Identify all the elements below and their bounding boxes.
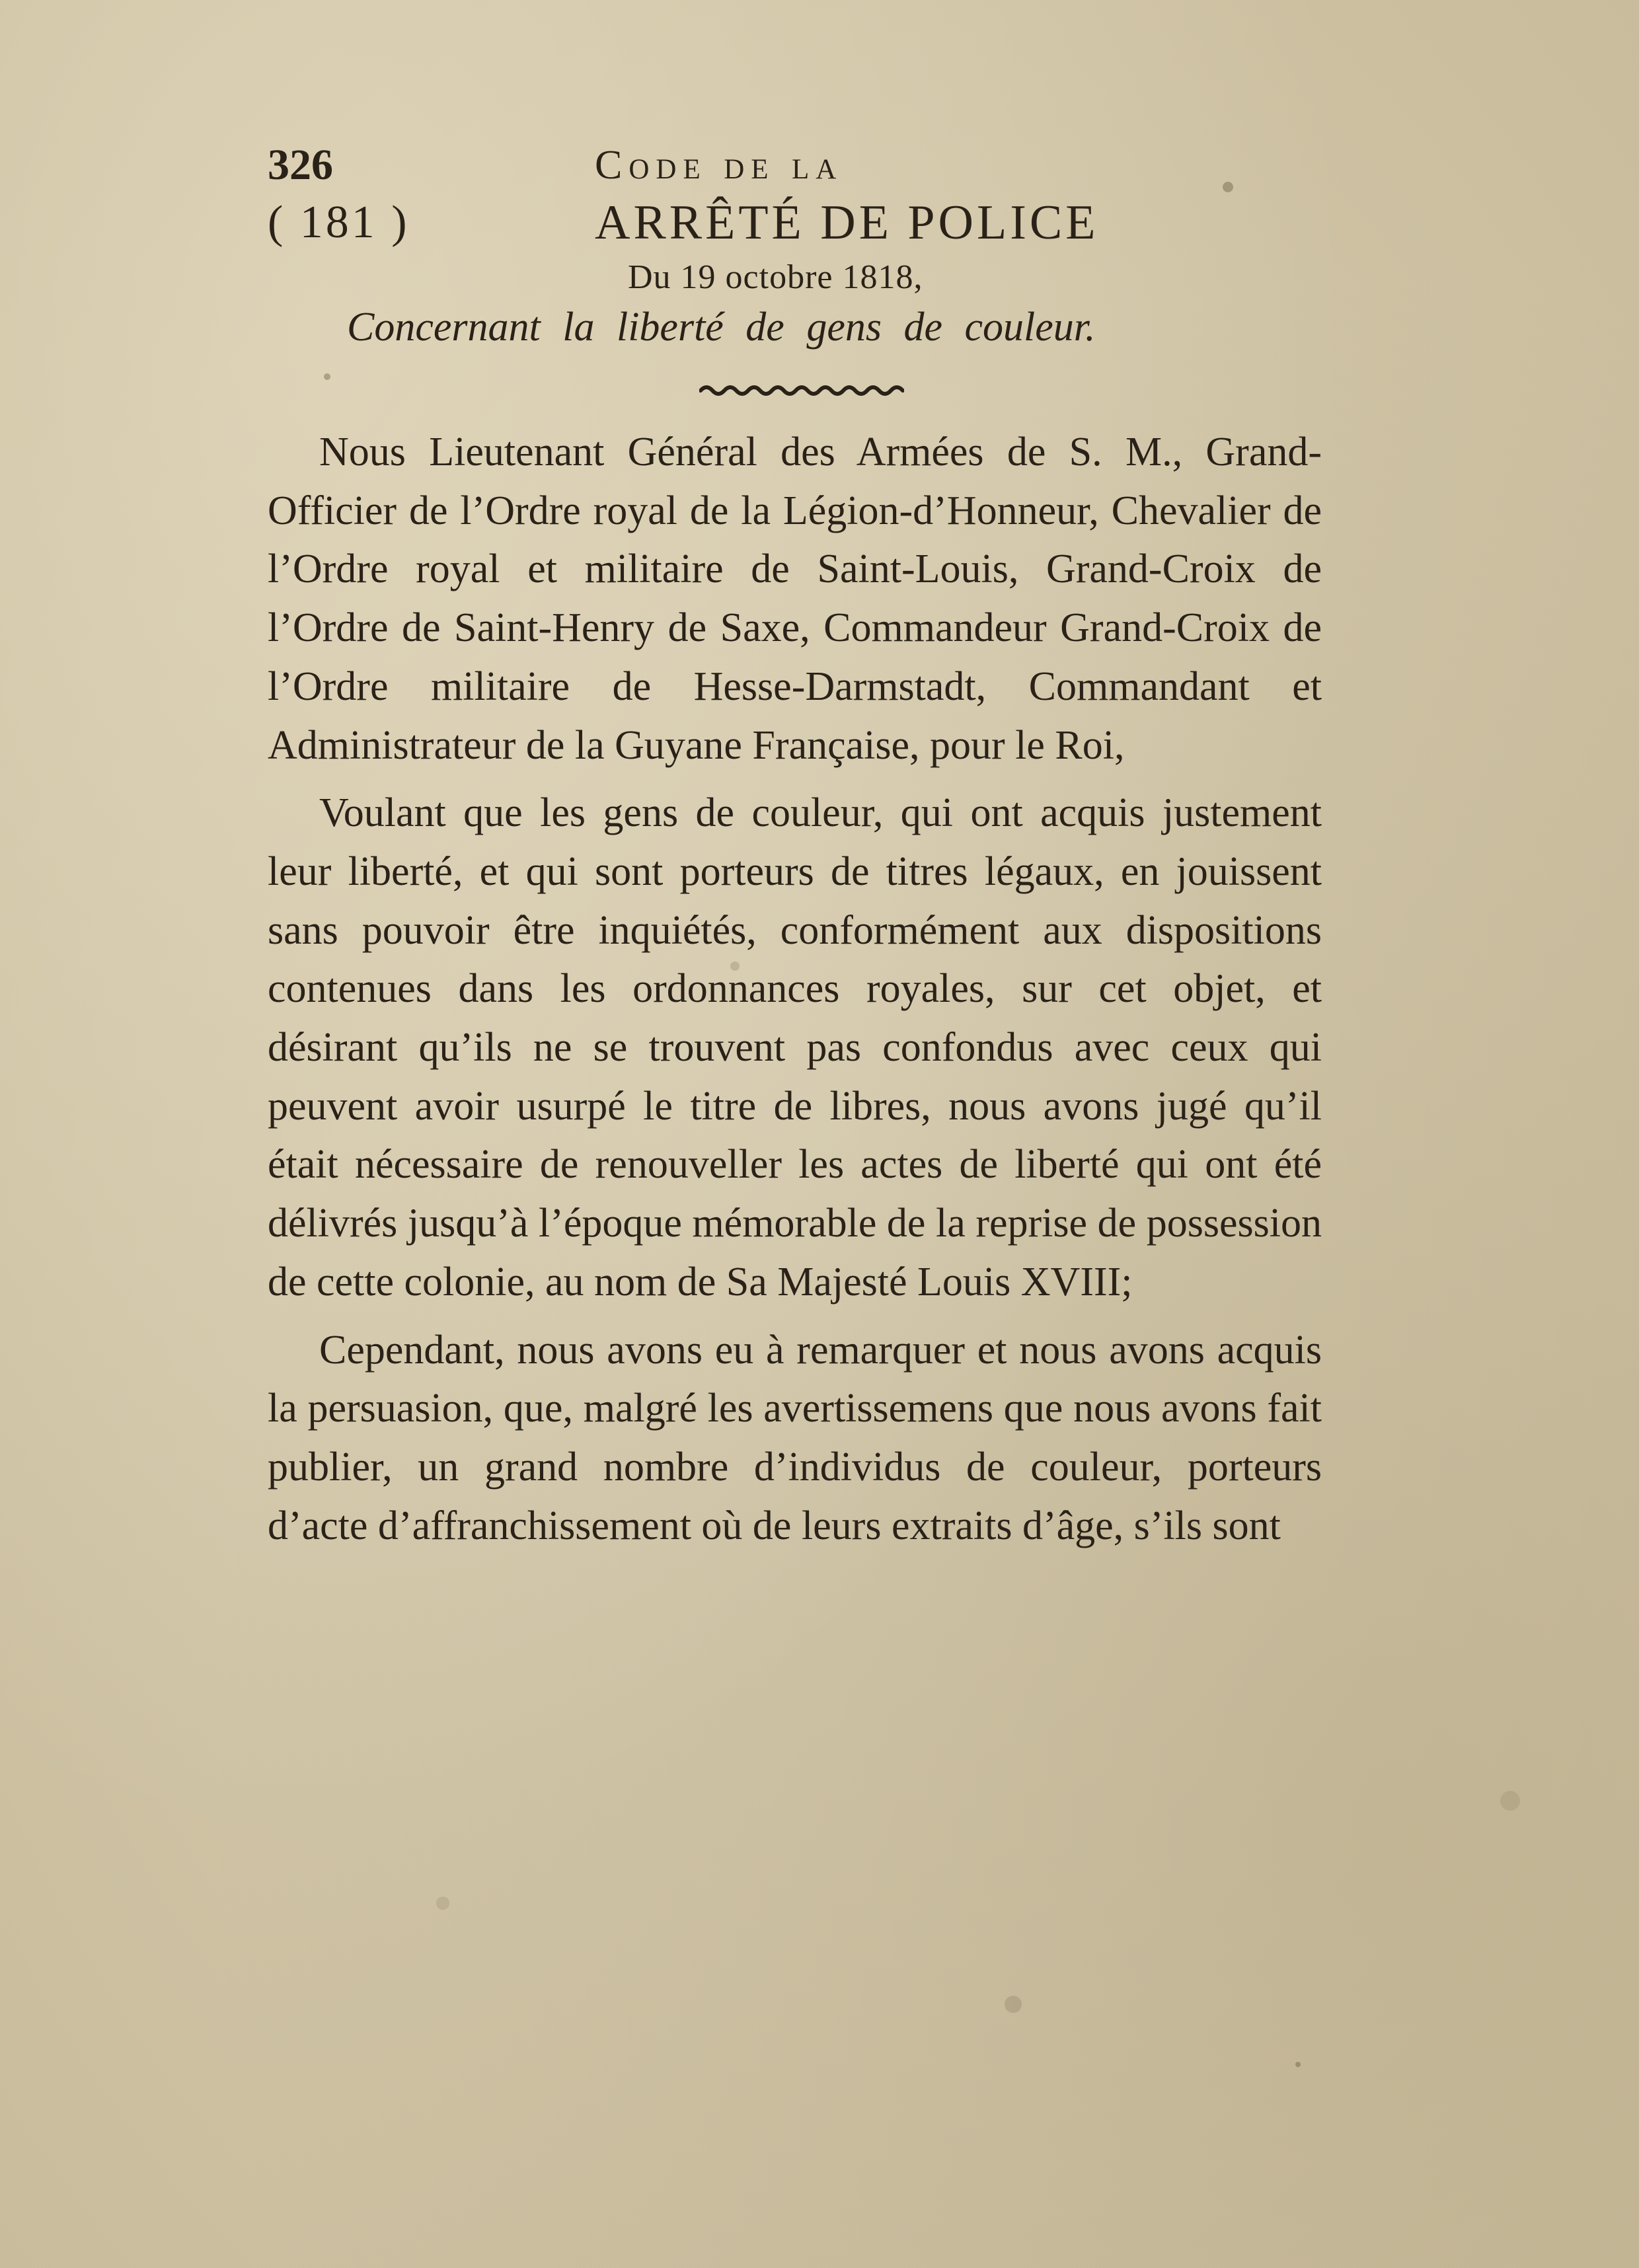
- paragraph: Cependant, nous avons eu à remarquer et nous avons acquis la persuasion, que, malgré les avertissemens que nous avons fait publier, un grand nombre d’individus de couleur, porteurs d’acte d’affranchissement où de leurs extraits d’âge, s’ils sont: [268, 1327, 1322, 1548]
- document-title: ARRÊTÉ DE POLICE: [595, 196, 1099, 250]
- document-number: ( 181 ): [268, 197, 410, 248]
- paper-speck: [1005, 1996, 1022, 2013]
- page-number: 326: [268, 141, 333, 189]
- paper-speck: [1500, 1791, 1520, 1811]
- paragraph: Voulant que les gens de couleur, qui ont acquis justement leur liberté, et qui sont porteurs de titres légaux, en jouissent sans pouvoir être inquiétés, conformément aux dispositions contenues dans les ordonnances royales, sur cet objet, et désirant qu’ils ne se trouvent pas confondus avec ceux qui peuvent avoir usurpé le titre de libres, nous avons jugé qu’il était nécessaire de renouveller les actes de liberté qui ont été délivrés jusqu’à l’époque mémorable de la reprise de possession de cette colonie, au nom de Sa Majesté Louis XVIII;: [268, 790, 1322, 1304]
- paper-speck: [436, 1897, 449, 1910]
- paper-speck: [324, 373, 330, 380]
- paper-speck: [1295, 2062, 1301, 2067]
- page-header: [268, 139, 1338, 357]
- running-head: Code de la: [595, 143, 843, 188]
- body-text: [268, 423, 1322, 1564]
- decorative-rule-ornament: [699, 383, 904, 398]
- document-date: Du 19 octobre 1818,: [628, 258, 923, 296]
- paragraph: Nous Lieutenant Général des Armées de S. M., Grand-Officier de l’Ordre royal de la Légion-d’Honneur, Chevalier de l’Ordre royal et militaire de Saint-Louis, Grand-Croix de l’Ordre de Saint-Henry de Saxe, Commandeur Grand-Croix de l’Ordre militaire de Hesse-Darmstadt, Commandant et Administrateur de la Guyane Française, pour le Roi,: [268, 430, 1322, 768]
- document-subject: Concernant la liberté de gens de couleur.: [347, 305, 1096, 350]
